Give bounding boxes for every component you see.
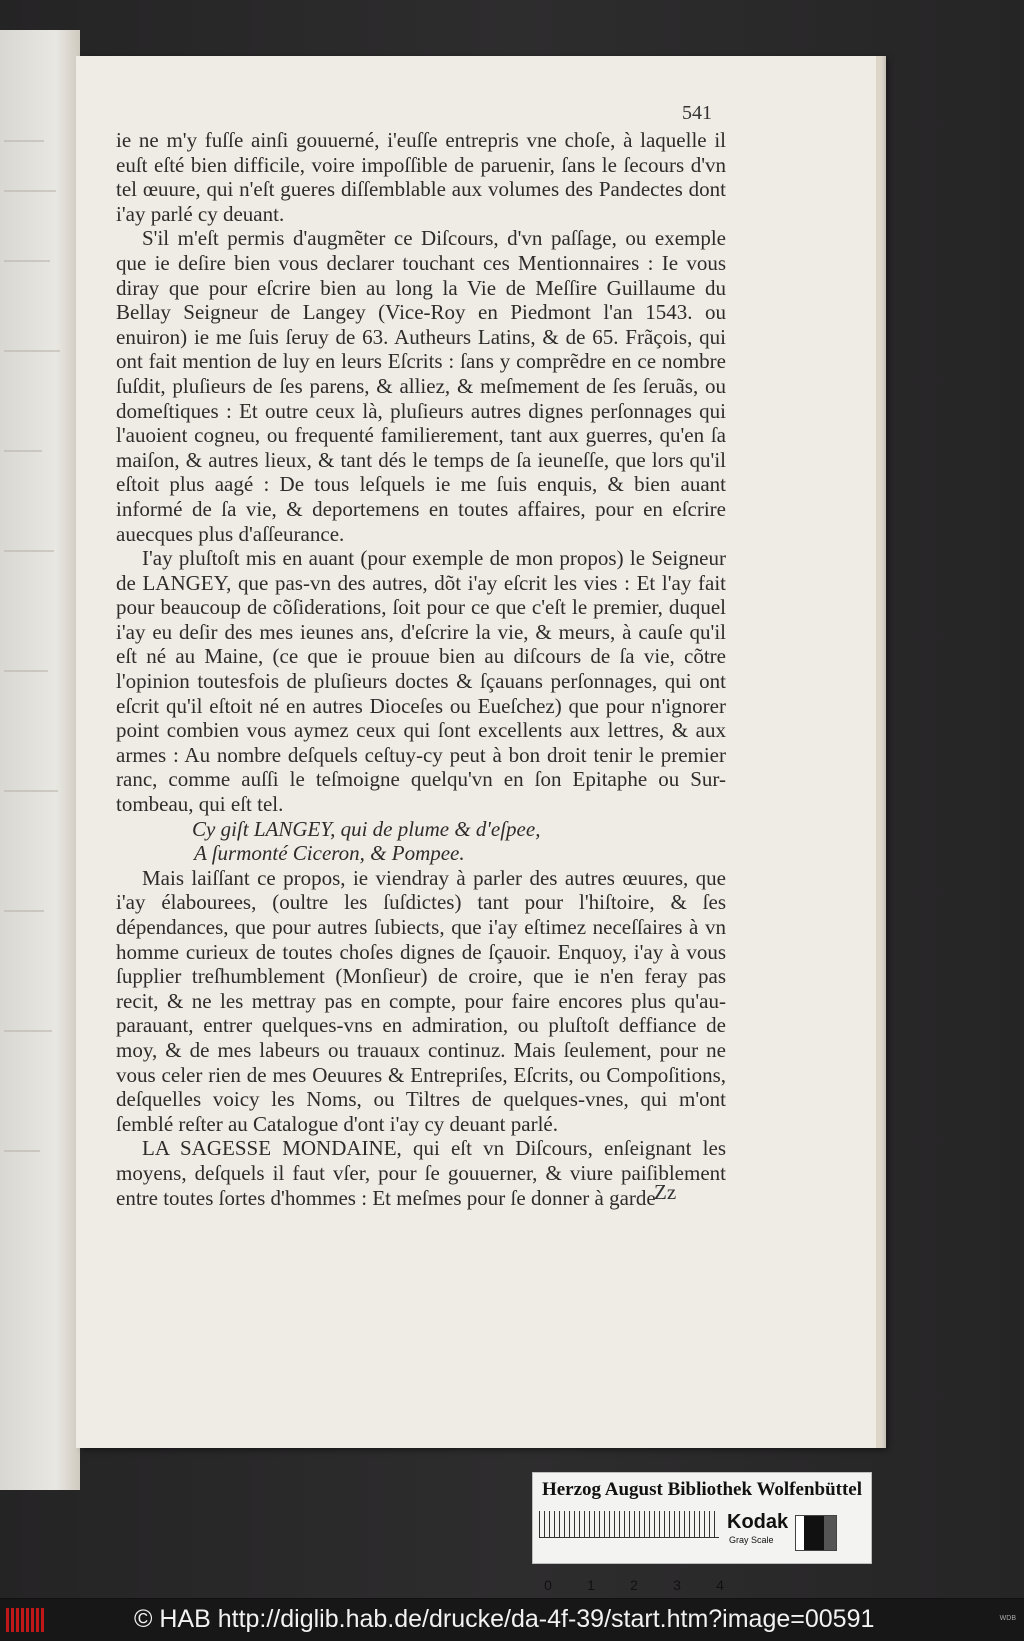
text-paragraph: ie ne m'y fuſſe ainſi gouuerné, i'euſſe entrepris vne choſe, à laquelle il euſt eſté bien difficile, voire impoſſible de paruenir, ſans le ſecours d'vn tel œuure, qui n'eſt gueres diſſemblable aux volumes des Pandectes dont i'ay parlé cy deuant.	[116, 128, 726, 226]
footer-mark: WDB	[999, 1615, 1016, 1622]
ruler-label: 1	[587, 1577, 595, 1593]
bleed-line	[4, 550, 54, 552]
text-paragraph: S'il m'eſt permis d'augmẽter ce Diſcours, d'vn paſſage, ou exemple que ie deſire bien vous declarer touchant ces Mentionnaires : Ie vous diray que pour eſcrire bien au long la Vie de Meſſire Guillaume du Bellay Seigneur de Langey (Vice-Roy en Piedmont l'an 1543. ou enuiron) ie me ſuis ſeruy de 63. Autheurs Latins, & de 65. Frãçois, qui ont fait mention de luy en leurs Eſcrits : ſans y comprẽdre en ce nombre ſuſdit, pluſieurs de ſes parens, & alliez, & meſmement de ſes ſeruãs, ou domeſtiques : Et outre ceux là, pluſieurs autres dignes perſonnages qui l'auoient cogneu, ou frequenté familierement, tant aux guerres, qu'en ſa maiſon, & autres lieux, & tant dés le temps de ſa ieuneſſe, que lors qu'il eſtoit plus aagé : De tous leſquels ie me ſuis enquis, & bien auant informé de ſa vie, & deportemens en toutes affaires, pour en eſcrire auecques plus d'aſſeurance.	[116, 226, 726, 546]
facing-page-edge	[0, 30, 80, 1490]
epitaph-line: A ſurmonté Ciceron, & Pompee.	[194, 841, 465, 866]
hab-logo-icon	[6, 1608, 46, 1632]
footer-copyright-link[interactable]: © HAB http://diglib.hab.de/drucke/da-4f-39/start.htm?image=00591	[134, 1605, 875, 1633]
page-number: 541	[682, 102, 712, 124]
footer-bar	[0, 1598, 1024, 1641]
page-text	[116, 128, 726, 1210]
bleed-line	[4, 260, 50, 262]
gray-scale-label: Gray Scale	[729, 1535, 774, 1545]
bleed-line	[4, 1150, 40, 1152]
ruler-label: 3	[673, 1577, 681, 1593]
color-calibration-card	[532, 1472, 872, 1593]
ruler-label: 4	[716, 1577, 724, 1593]
bleed-line	[4, 910, 44, 912]
bleed-line	[4, 1030, 52, 1032]
library-name: Herzog August Bibliothek Wolfenbüttel	[541, 1479, 863, 1500]
epitaph-line: Cy giſt LANGEY, qui de plume & d'eſpee,	[192, 816, 541, 841]
signature-mark: Zz	[654, 1180, 677, 1204]
ruler-label: 0	[544, 1577, 552, 1593]
text-paragraph: LA SAGESSE MONDAINE, qui eſt vn Diſcours, enſeignant les moyens, deſquels il faut vſer, pour ſe gouuerner, & viure paiſiblement entre toutes ſortes d'hommes : Et meſmes pour ſe donner à garde	[116, 1136, 726, 1210]
measurement-ruler	[539, 1511, 724, 1593]
bleed-line	[4, 350, 60, 352]
kodak-logo: Kodak	[727, 1511, 789, 1533]
gray-swatch	[795, 1515, 837, 1551]
text-paragraph: I'ay pluſtoſt mis en auant (pour exemple de mon propos) le Seigneur de LANGEY, que pas-vn des autres, dõt i'ay eſcrit les vies : Et l'ay fait pour beaucoup de cõſiderations, ſoit pour ce que c'eſt le premier, duquel i'ay eu deſir des mes ieunes ans, d'eſcrire la vie, & meurs, à cauſe qu'il eſt né au Maine, (ce que ie prouue bien au diſcours de ſa vie, cõtre l'opinion toutesfois de pluſieurs doctes & ſçauans perſonnages, qui ont eſcrit qu'il eſtoit né en autres Dioceſes ou Eueſchez) que pour n'ignorer point combien vous aymez ceux qui ſont excellents aux lettres, & aux armes : Au nombre deſquels ceſtuy-cy peut à bon droit tenir le premier ranc, comme auſſi le teſmoigne quelqu'vn en ſon Epitaphe ou Sur-tombeau, qui eſt tel.	[116, 546, 726, 817]
bleed-line	[4, 670, 48, 672]
bleed-line	[4, 790, 58, 792]
bleed-line	[4, 190, 56, 192]
bleed-line	[4, 140, 44, 142]
ruler-labels	[539, 1577, 729, 1593]
text-paragraph: Mais laiſſant ce propos, ie viendray à parler des autres œuures, que i'ay élabourees, (oultre les ſuſdictes) tant pour l'hiſtoire, & ſes dépendances, que pour autres ſubiects, que i'ay eſtimez neceſſaires à vn homme curieux de toutes choſes dignes de ſçauoir. Enquoy, i'ay à vous ſupplier treſhumblement (Monſieur) de croire, que ie n'en feray pas recit, & ne les mettray pas en compte, pour faire encores plus qu'au-parauant, entrer quelques-vns en admiration, ou pluſtoſt deffiance de moy, & de mes labeurs ou trauaux continuz. Mais ſeulement, pour ne vous celer rien de mes Oeuures & Entrepriſes, Eſcrits, ou Compoſitions, deſquelles voicy les Noms, ou Tiltres de quelques-vnes, qui m'ont ſemblé reſter au Catalogue d'ont i'ay cy deuant parlé.	[116, 865, 726, 1136]
bleed-line	[4, 450, 42, 452]
ruler-label: 2	[630, 1577, 638, 1593]
